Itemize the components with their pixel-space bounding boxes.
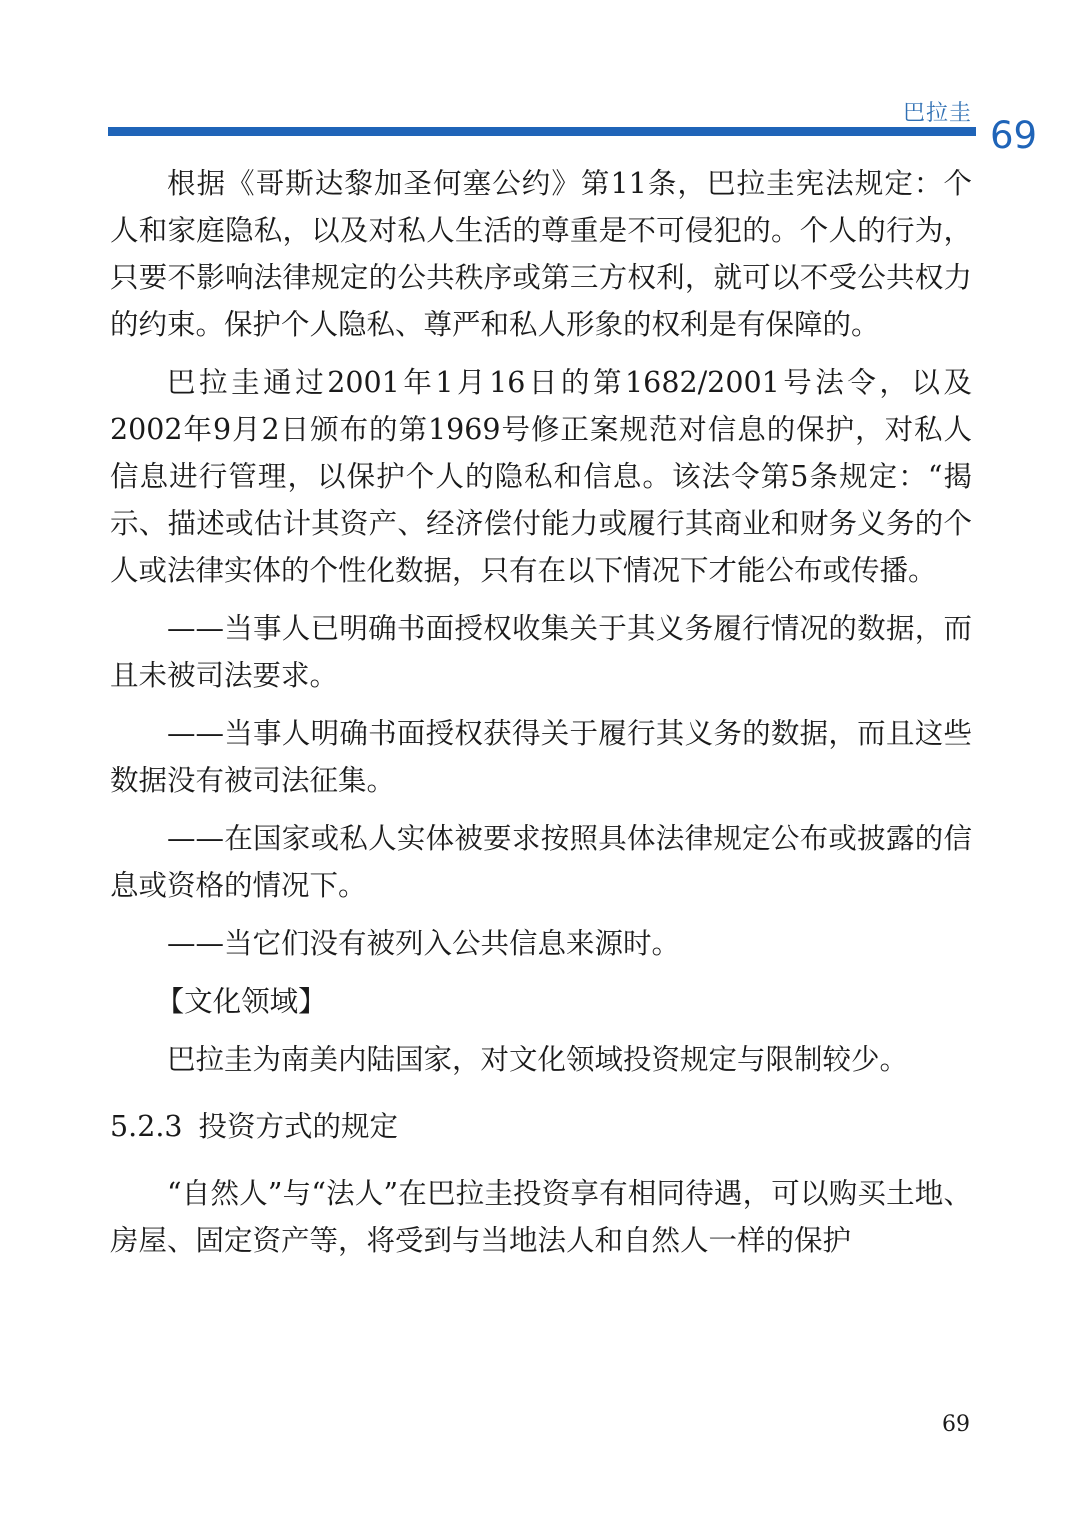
section-title: 投资方式的规定 [198, 1110, 399, 1143]
header-rule [108, 127, 976, 136]
list-item-condition-1: ——当事人已明确书面授权收集关于其义务履行情况的数据，而且未被司法要求。 [110, 612, 972, 692]
paragraph-privacy-constitution: 根据《哥斯达黎加圣何塞公约》第11条，巴拉圭宪法规定：个人和家庭隐私，以及对私人生活的尊重是不可侵犯的。个人的行为，只要不影响法律规定的公共秩序或第三方权利，就可以不受公共权力的约束。保护个人隐私、尊严和私人形象的权利是有保障的。 [110, 167, 972, 341]
paragraph-data-protection-law: 巴拉圭通过2001年1月16日的第1682/2001号法令，以及2002年9月2日颁布的第1969号修正案规范对信息的保护，对私人信息进行管理，以保护个人的隐私和信息。该法令第5条规定：“揭示、描述或估计其资产、经济偿付能力或履行其商业和财务义务的个人或法律实体的个性化数据，只有在以下情况下才能公布或传播。 [110, 366, 972, 587]
section-number: 5.2.3 [110, 1110, 183, 1143]
list-item-condition-4: ——当它们没有被列入公共信息来源时。 [167, 927, 681, 960]
section-heading [110, 1103, 972, 1150]
page-body [110, 160, 972, 1275]
list-item-condition-3: ——在国家或私人实体被要求按照具体法律规定公布或披露的信息或资格的情况下。 [110, 822, 972, 902]
header-page-number: 69 [990, 114, 1038, 157]
culture-label: 【文化领域】 [155, 985, 327, 1018]
list-item-condition-2: ——当事人明确书面授权获得关于履行其义务的数据，而且这些数据没有被司法征集。 [110, 717, 972, 797]
running-header-country: 巴拉圭 [902, 101, 972, 126]
paragraph-culture: 巴拉圭为南美内陆国家，对文化领域投资规定与限制较少。 [167, 1043, 909, 1076]
paragraph-investment-methods: “自然人”与“法人”在巴拉圭投资享有相同待遇，可以购买土地、房屋、固定资产等，将受到与当地法人和自然人一样的保护 [110, 1177, 972, 1257]
footer-page-number: 69 [942, 1412, 970, 1437]
